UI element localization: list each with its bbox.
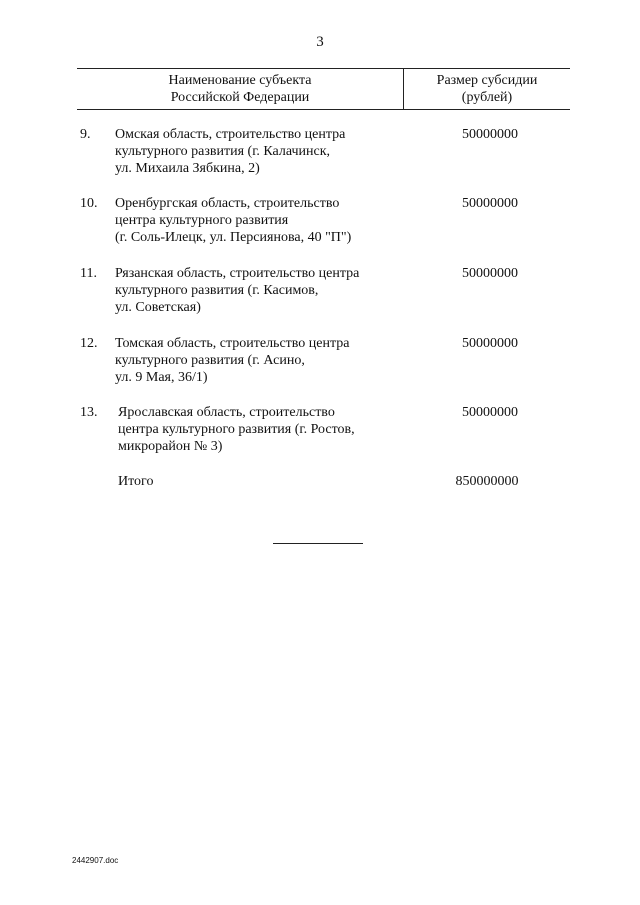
row-number: 10. — [80, 196, 98, 211]
row-description-line: ул. Советская) — [115, 300, 201, 315]
total-amount: 850000000 — [455, 474, 519, 489]
row-subject-description — [115, 265, 405, 316]
row-subsidy-amount: 50000000 — [462, 266, 518, 281]
row-number: 9. — [80, 127, 91, 142]
total-label: Итого — [118, 474, 154, 489]
header-subject-name-line: Наименование субъекта — [168, 73, 312, 88]
header-subsidy-amount-line: Размер субсидии — [436, 73, 538, 88]
document-filename: 2442907.doc — [72, 856, 119, 865]
header-subject-name-line: Российской Федерации — [170, 90, 310, 105]
header-subsidy-amount-line: (рублей) — [461, 90, 513, 105]
row-description-line: Омская область, строительство центра — [115, 127, 346, 142]
row-subsidy-amount: 50000000 — [462, 196, 518, 211]
row-subsidy-amount: 50000000 — [462, 336, 518, 351]
row-subsidy-amount: 50000000 — [462, 405, 518, 420]
row-description-line: Оренбургская область, строительство — [115, 196, 340, 211]
row-subject-description — [118, 404, 408, 455]
row-description-line: центра культурного развития (г. Ростов, — [118, 422, 355, 437]
table-header — [77, 68, 570, 110]
page-number: 3 — [316, 34, 324, 50]
row-description-line: культурного развития (г. Калачинск, — [115, 144, 331, 159]
row-description-line: ул. Михаила Зябкина, 2) — [115, 161, 260, 176]
row-description-line: культурного развития (г. Асино, — [115, 353, 305, 368]
row-description-line: (г. Соль-Илецк, ул. Персиянова, 40 "П") — [115, 230, 352, 245]
row-subsidy-amount: 50000000 — [462, 127, 518, 142]
row-subject-description — [115, 335, 405, 386]
row-subject-description — [115, 126, 405, 177]
row-description-line: центра культурного развития — [115, 213, 289, 228]
row-description-line: ул. 9 Мая, 36/1) — [115, 370, 208, 385]
row-number: 12. — [80, 336, 98, 351]
header-subsidy-amount — [404, 72, 570, 106]
row-subject-description — [115, 195, 405, 246]
end-of-list-divider — [273, 543, 363, 544]
header-subject-name — [77, 72, 403, 106]
row-number: 13. — [80, 405, 98, 420]
row-description-line: Томская область, строительство центра — [115, 336, 350, 351]
row-description-line: Ярославская область, строительство — [118, 405, 335, 420]
row-description-line: микрорайон № 3) — [118, 439, 223, 454]
row-description-line: Рязанская область, строительство центра — [115, 266, 360, 281]
row-number: 11. — [80, 266, 97, 281]
row-description-line: культурного развития (г. Касимов, — [115, 283, 319, 298]
